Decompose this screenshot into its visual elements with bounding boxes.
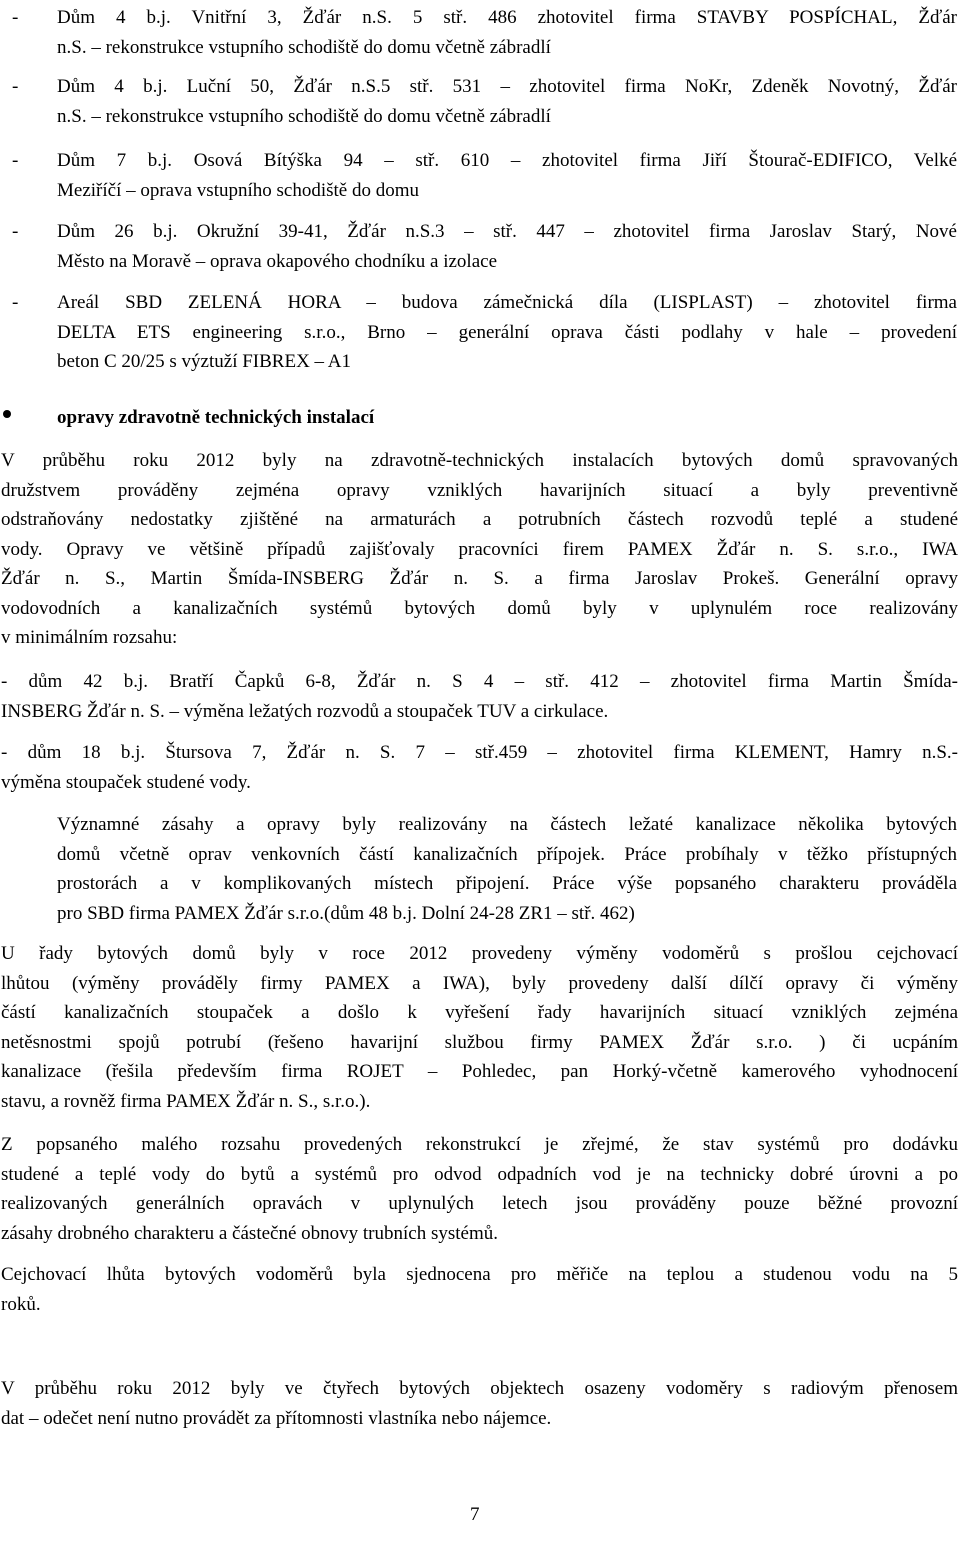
paragraph-line: družstvem prováděny zejména opravy vzniklých havarijních situací a byly preventivně [1, 479, 958, 501]
list-item-line: Dům 4 b.j. Vnitřní 3, Žďár n.S. 5 stř. 486 zhotovitel firma STAVBY POSPÍCHAL, Žďár [57, 7, 957, 28]
list-dash: - [12, 76, 19, 97]
list-dash: - [12, 150, 19, 171]
paragraph-line: Žďár n. S., Martin Šmída-INSBERG Žďár n. S. a firma Jaroslav Prokeš. Generální opravy [1, 568, 958, 589]
list-item-line: Město na Moravě – oprava okapového chodníku a izolace [57, 250, 498, 272]
list-item-line: n.S. – rekonstrukce vstupního schodiště do domu včetně zábradlí [57, 36, 551, 58]
paragraph-intro [1, 446, 958, 653]
paragraph-line: pro SBD firma PAMEX Žďár s.r.o.(dům 48 b.j. Dolní 24-28 ZR1 – stř. 462) [57, 902, 635, 924]
list-item-line: Dům 7 b.j. Osová Bítýška 94 – stř. 610 – zhotovitel firma Jiří Štourač-EDIFICO, Velké [57, 150, 957, 171]
list-item-line: beton C 20/25 s výztuží FIBREX – A1 [57, 351, 351, 372]
paragraph-line: - dům 42 b.j. Bratří Čapků 6-8, Žďár n. S 4 – stř. 412 – zhotovitel firma Martin Šmída- [1, 671, 958, 692]
paragraph-line: lhůtou (výměny prováděly firmy PAMEX a IWA), byly provedeny další dílčí opravy či výměny [1, 972, 958, 994]
list-item-line: n.S. – rekonstrukce vstupního schodiště do domu včetně zábradlí [57, 105, 551, 127]
paragraph-line: v minimálním rozsahu: [1, 627, 178, 648]
paragraph-line: V průběhu roku 2012 byly na zdravotně-technických instalacích bytových domů spravovaných [1, 450, 958, 471]
list-item-line: Dům 4 b.j. Luční 50, Žďár n.S.5 stř. 531 – zhotovitel firma NoKr, Zdeněk Novotný, Žďár [57, 76, 957, 97]
paragraph-line: dat – odečet není nutno provádět za přítomnosti vlastníka nebo nájemce. [1, 1407, 552, 1429]
paragraph-line: INSBERG Žďár n. S. – výměna ležatých rozvodů a stoupaček TUV a cirkulace. [1, 700, 609, 722]
paragraph-line: netěsnostmi spojů potrubí (řešeno havarijní službou firmy PAMEX Žďár s.r.o. ) či ucpáním [1, 1031, 958, 1053]
paragraph-line: studené a teplé vody do bytů a systémů pro odvod odpadních vod je na technicky dobré úrovni a po [1, 1163, 958, 1185]
paragraph-calibration [1, 1260, 958, 1319]
paragraph-line: výměna stoupaček studené vody. [1, 771, 251, 793]
paragraph-line: vodovodních a kanalizačních systémů bytových domů byly v uplynulém roce realizovány [1, 597, 958, 619]
paragraph-line: prostorách a v komplikovaných místech připojení. Práce výše popsaného charakteru prováděla [57, 873, 957, 894]
paragraph-line: částí kanalizačních stoupaček a došlo k vyřešení řady havarijních situací vzniklých zejména [1, 1002, 958, 1023]
paragraph-line: zásahy drobného charakteru a částečné obnovy trubních systémů. [1, 1222, 498, 1244]
paragraph-line: - dům 18 b.j. Štursova 7, Žďár n. S. 7 – stř.459 – zhotovitel firma KLEMENT, Hamry n.S.- [1, 742, 958, 763]
paragraph-line: kanalizace (řešila především firma ROJET – Pohledec, pan Horký-včetně kamerového vyhodnocení [1, 1061, 958, 1082]
paragraph-house-18 [1, 738, 958, 797]
paragraph-line: roků. [1, 1293, 41, 1315]
paragraph-radio-meters [1, 1374, 958, 1433]
bullet-icon [3, 410, 11, 418]
list-dash: - [12, 7, 19, 28]
paragraph-line: Významné zásahy a opravy byly realizovány na částech ležaté kanalizace několika bytových [57, 814, 957, 835]
paragraph-meters [1, 939, 958, 1116]
paragraph-line: U řady bytových domů byly v roce 2012 provedeny výměny vodoměrů s prošlou cejchovací [1, 943, 958, 964]
paragraph-line: Z popsaného malého rozsahu provedených rekonstrukcí je zřejmé, že stav systémů pro dodávku [1, 1134, 958, 1155]
paragraph-summary [1, 1130, 958, 1248]
list-dash: - [12, 221, 19, 242]
paragraph-line: Cejchovací lhůta bytových vodoměrů byla sjednocena pro měřiče na teplou a studenou vodu na 5 [1, 1264, 958, 1285]
section-heading: opravy zdravotně technických instalací [57, 407, 375, 428]
paragraph-line: stavu, a rovněž firma PAMEX Žďár n. S., s.r.o.). [1, 1090, 371, 1112]
list-item-line: Dům 26 b.j. Okružní 39-41, Žďár n.S.3 – stř. 447 – zhotovitel firma Jaroslav Starý, Nové [57, 221, 957, 242]
paragraph-significant [57, 810, 957, 928]
paragraph-line: V průběhu roku 2012 byly ve čtyřech bytových objektech osazeny vodoměry s radiovým přenosem [1, 1378, 958, 1399]
paragraph-line: odstraňovány nedostatky zjištěné na armaturách a potrubních částech rozvodů teplé a studené [1, 509, 958, 530]
paragraph-line: vody. Opravy ve většině případů zajišťovaly pracovníci firem PAMEX Žďár n. S. s.r.o., IWA [1, 538, 958, 560]
list-item-line: Areál SBD ZELENÁ HORA – budova zámečnická díla (LISPLAST) – zhotovitel firma [57, 292, 957, 313]
page-number: 7 [470, 1504, 480, 1525]
list-dash: - [12, 292, 19, 313]
list-item-line: DELTA ETS engineering s.r.o., Brno – generální oprava části podlahy v hale – provedení [57, 321, 957, 343]
paragraph-house-42 [1, 667, 958, 726]
paragraph-line: domů včetně oprav venkovních částí kanalizačních přípojek. Práce probíhaly v těžko přístupných [57, 843, 957, 865]
paragraph-line: realizovaných generálních opravách v uplynulých letech jsou prováděny pouze běžné provozní [1, 1193, 958, 1214]
list-item-line: Meziříčí – oprava vstupního schodiště do domu [57, 179, 419, 201]
